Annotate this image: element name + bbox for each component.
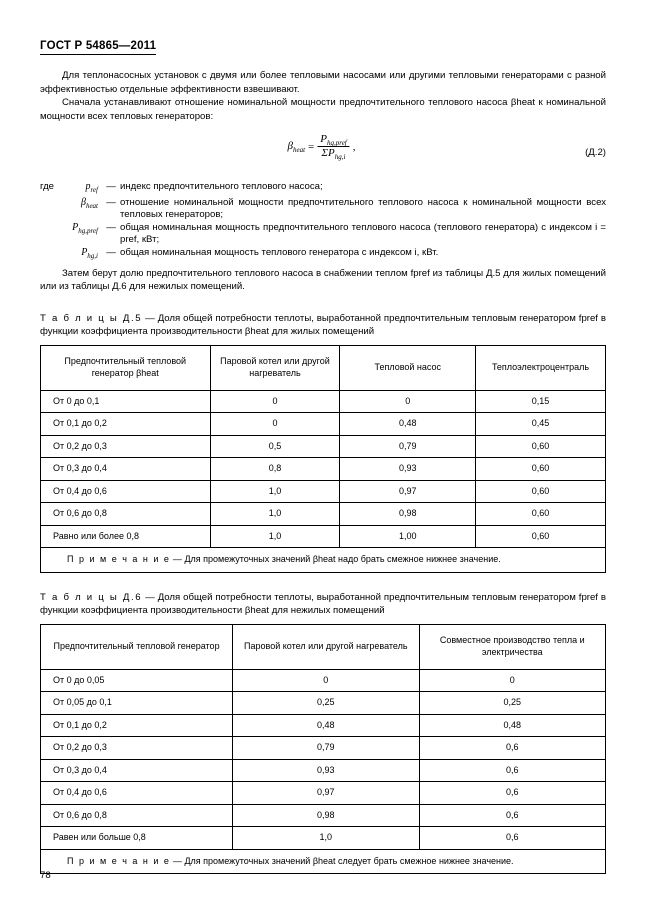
formula-numerator: $P_{hg,pref}$ xyxy=(317,133,350,147)
table-cell: 1,0 xyxy=(210,503,340,526)
table-cell: 0,97 xyxy=(233,782,419,805)
table-cell: 0,8 xyxy=(210,458,340,481)
table-row xyxy=(41,804,606,827)
table-cell: 0,98 xyxy=(233,804,419,827)
intro-paragraph-2: Сначала устанавливают отношение номинальной мощности предпочтительного теплового насоса βheat к номинальной мощности всех тепловых генераторов: xyxy=(40,97,606,122)
definition-desc: отношение номинальной мощности предпочтительного теплового насоса к номинальной мощности всех тепловых генераторов; xyxy=(120,196,606,221)
table-row xyxy=(41,480,606,503)
table-cell: 0,93 xyxy=(340,458,476,481)
definition-row xyxy=(40,222,606,247)
table-cell: 0,6 xyxy=(419,737,605,760)
table-cell: 0,60 xyxy=(476,525,606,548)
table-cell: 0,6 xyxy=(419,827,605,850)
table-cell: 0 xyxy=(340,390,476,413)
intro-paragraph-1: Для теплонасосных установок с двумя или более тепловыми насосами или другими тепловыми генераторами с разной эффективностью отдельные эффективности взвешивают. xyxy=(40,70,606,95)
formula-equals: = xyxy=(308,141,315,154)
definition-dash: — xyxy=(106,246,116,258)
table-cell: От 0,3 до 0,4 xyxy=(41,759,233,782)
table-row xyxy=(41,435,606,458)
table-d6-caption-dash: — xyxy=(145,591,155,603)
table-d6-header-cell: Паровой котел или другой нагреватель xyxy=(233,624,419,669)
table-d5-note xyxy=(41,548,606,573)
definition-list xyxy=(40,181,606,263)
table-d6-caption xyxy=(40,591,606,617)
formula-number: (Д.2) xyxy=(585,147,606,158)
table-cell: 1,0 xyxy=(233,827,419,850)
formula-lhs: $\beta_{heat}$ xyxy=(287,140,306,155)
definition-dash: — xyxy=(106,221,116,233)
table-d5-caption-dash: — xyxy=(145,312,155,324)
table-cell: 0,15 xyxy=(476,390,606,413)
intro-text xyxy=(40,69,606,123)
definition-desc: общая номинальная мощность предпочтительного теплового насоса (теплового генератора) с индексом i = pref, кВт; xyxy=(120,221,606,246)
table-d6-note xyxy=(41,849,606,874)
table-d5-header-cell: Тепловой насос xyxy=(340,345,476,390)
table-d6-note-row xyxy=(41,849,606,874)
definition-row xyxy=(40,181,606,197)
table-cell: 0 xyxy=(419,669,605,692)
definitions-closing: Затем берут долю предпочтительного теплового насоса в снабжении теплом fpref из таблицы Д.5 для жилых помещений или из таблицы Д.6 для нежилых помещений. xyxy=(40,267,606,293)
note-dash: — xyxy=(172,855,182,866)
table-d6-caption-text: Доля общей потребности теплоты, выработанной предпочтительным тепловым генератором fpref в функции коэффициента производительности βheat для нежилых помещений xyxy=(40,591,606,616)
table-cell: От 0,2 до 0,3 xyxy=(41,737,233,760)
table-cell: 0,6 xyxy=(419,782,605,805)
table-d5-header-cell: Теплоэлектроцентраль xyxy=(476,345,606,390)
note-text: Для промежуточных значений βheat следует брать смежное нижнее значение. xyxy=(184,855,514,866)
note-text: Для промежуточных значений βheat надо брать смежное нижнее значение. xyxy=(184,554,501,565)
table-row xyxy=(41,759,606,782)
table-cell: 0,60 xyxy=(476,503,606,526)
table-cell: 1,0 xyxy=(210,525,340,548)
definition-term: $P_{hg,pref}$ xyxy=(72,221,98,235)
table-row xyxy=(41,692,606,715)
table-d5-note-row xyxy=(41,548,606,573)
page-number: 78 xyxy=(40,870,51,881)
table-cell: От 0,4 до 0,6 xyxy=(41,480,211,503)
table-row xyxy=(41,503,606,526)
standard-header: ГОСТ Р 54865—2011 xyxy=(40,40,156,55)
table-d5-header-cell: Предпочтительный тепловой генератор βheat xyxy=(41,345,211,390)
table-cell: 0,48 xyxy=(233,714,419,737)
formula-comma: , xyxy=(352,141,356,154)
definition-desc: общая номинальная мощность теплового генератора с индексом i, кВт. xyxy=(120,246,439,258)
table-cell: 0,25 xyxy=(233,692,419,715)
table-cell: От 0,6 до 0,8 xyxy=(41,804,233,827)
note-label: П р и м е ч а н и е xyxy=(67,855,171,866)
table-d6 xyxy=(40,624,606,875)
table-row xyxy=(41,782,606,805)
table-cell: 0,79 xyxy=(233,737,419,760)
table-cell: 0,6 xyxy=(419,804,605,827)
table-cell: 0,60 xyxy=(476,435,606,458)
table-cell: 0,6 xyxy=(419,759,605,782)
table-row xyxy=(41,458,606,481)
table-cell: 0,60 xyxy=(476,480,606,503)
table-cell: 0,5 xyxy=(210,435,340,458)
table-cell: 0,60 xyxy=(476,458,606,481)
formula-fraction xyxy=(317,133,350,161)
table-row xyxy=(41,390,606,413)
table-cell: От 0,6 до 0,8 xyxy=(41,503,211,526)
definition-lead-word: где xyxy=(40,181,55,192)
table-row xyxy=(41,669,606,692)
definition-dash: — xyxy=(106,196,116,208)
table-cell: 0 xyxy=(210,413,340,436)
table-cell: 0,93 xyxy=(233,759,419,782)
table-cell: 0,25 xyxy=(419,692,605,715)
table-cell: От 0,2 до 0,3 xyxy=(41,435,211,458)
table-cell: 0,97 xyxy=(340,480,476,503)
table-cell: От 0,1 до 0,2 xyxy=(41,413,211,436)
table-row xyxy=(41,714,606,737)
table-d5-caption-text: Доля общей потребности теплоты, выработанной предпочтительным тепловым генератором fpref в функции коэффициента производительности βheat для жилых помещений xyxy=(40,312,606,337)
formula-denominator: $\Sigma P_{hg,i}$ xyxy=(321,147,346,162)
table-d6-header-row xyxy=(41,624,606,669)
table-cell: От 0,05 до 0,1 xyxy=(41,692,233,715)
table-cell: Равно или более 0,8 xyxy=(41,525,211,548)
definition-term: $\beta_{heat}$ xyxy=(80,196,98,210)
table-d5-header-row xyxy=(41,345,606,390)
table-cell: От 0 до 0,05 xyxy=(41,669,233,692)
table-d6-header-cell: Совместное производство тепла и электричества xyxy=(419,624,605,669)
formula-d2 xyxy=(40,133,606,175)
table-cell: От 0,1 до 0,2 xyxy=(41,714,233,737)
table-d6-caption-label: Т а б л и ц ы Д.6 xyxy=(40,591,143,603)
table-d6-header-cell: Предпочтительный тепловой генератор xyxy=(41,624,233,669)
table-cell: От 0,3 до 0,4 xyxy=(41,458,211,481)
definition-row xyxy=(40,197,606,222)
table-row xyxy=(41,827,606,850)
table-cell: 1,0 xyxy=(210,480,340,503)
table-cell: От 0,4 до 0,6 xyxy=(41,782,233,805)
definition-row xyxy=(40,247,606,263)
table-d5 xyxy=(40,345,606,573)
formula-expression xyxy=(287,133,358,161)
table-cell: Равен или больше 0,8 xyxy=(41,827,233,850)
definition-dash: — xyxy=(106,181,116,192)
table-cell: От 0 до 0,1 xyxy=(41,390,211,413)
table-cell: 0,48 xyxy=(419,714,605,737)
table-d5-caption xyxy=(40,312,606,338)
table-row xyxy=(41,413,606,436)
table-row xyxy=(41,737,606,760)
table-d5-header-cell: Паровой котел или другой нагреватель xyxy=(210,345,340,390)
table-cell: 0 xyxy=(233,669,419,692)
table-cell: 0,79 xyxy=(340,435,476,458)
table-cell: 0 xyxy=(210,390,340,413)
note-label: П р и м е ч а н и е xyxy=(67,554,171,565)
table-cell: 1,00 xyxy=(340,525,476,548)
definition-term: $p_{ref}$ xyxy=(85,181,98,194)
note-dash: — xyxy=(172,554,182,565)
table-d5-caption-label: Т а б л и ц ы Д.5 xyxy=(40,312,143,324)
table-row xyxy=(41,525,606,548)
table-cell: 0,45 xyxy=(476,413,606,436)
table-cell: 0,48 xyxy=(340,413,476,436)
table-cell: 0,98 xyxy=(340,503,476,526)
definition-desc: индекс предпочтительного теплового насоса; xyxy=(120,181,323,192)
definition-term: $P_{hg,i}$ xyxy=(81,246,98,260)
